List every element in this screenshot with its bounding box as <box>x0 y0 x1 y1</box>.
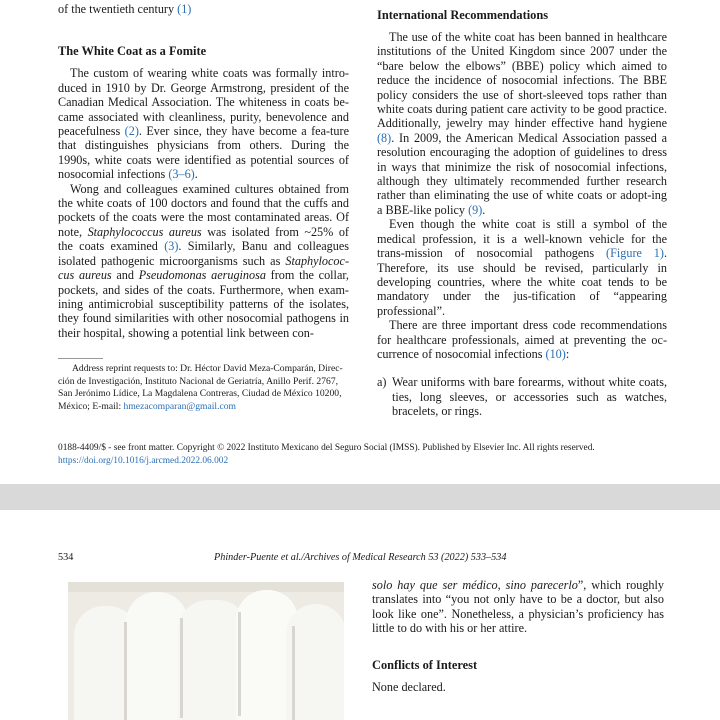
paragraph-1: The custom of wearing white coats was formally intro-duced in 1910 by Dr. George Armstrong, president of the Canadian Medical Association. The whiteness in coats be-came associated with cleanliness, purity, benevolence and peacefulness (2). Ever since, they have become a fea-ture that distinguishes physicians from others. During the 1990s, white coats were identified as potential sources of nosocomial infections (3–6). <box>58 66 349 182</box>
paragraph-4: Even though the white coat is still a symbol of the medical profession, it is a well-known vehicle for the trans-mission of nosocomial pathogens (Figure 1). Therefore, its use should be revised, particularly in developing countries, where the white coat tends to be mandatory under the jus-tification of “appearing professional”. <box>377 217 668 318</box>
ref-link[interactable]: (3–6) <box>168 167 195 182</box>
section-title-conflicts: Conflicts of Interest <box>372 657 478 672</box>
doi-link[interactable]: https://doi.org/10.1016/j.arcmed.2022.06.002 <box>58 455 229 466</box>
paragraph-3: The use of the white coat has been banned in healthcare institutions of the United Kingdom since 2007 under the “bare below the elbows” (BBE) policy which aimed to reduce the incidence of nosocomial infections. The BBE policy considers the use of short-sleeved tops rather than white coats during patient care activity to be good practice. Additionally, jewelry may hinder effective hand hygiene (8). In 2009, the American Medical Association passed a resolution encouraging the adoption of guidelines to dress in ways that minimize the risk of nosocomial infections, although they ultimately recommended further research rather than eliminating the use of white coats or adopt-ing a BBE-like policy (9). <box>377 30 667 217</box>
paragraph-2: Wong and colleagues examined cultures obtained from the white coats of 100 doctors and found that the cuffs and pockets of the coats were the most contaminated areas. Of note, Staphylococcus aureus was isolated from ~25% of the coats examined (3). Similarly, Banu and colleagues isolated pathogenic microorganisms such as Staphylococ-cus aureus and Pseudomonas aeruginosa from the collar, pockets, and sides of the coats. Furthermore, when exam-ining antimicrobial susceptibility patterns of the isolates, they found similarities with other nosocomial pathogens in their hospital, showing a potential link between con- <box>58 181 349 340</box>
right-column <box>377 8 667 419</box>
email-link[interactable]: hmezacomparan@gmail.com <box>123 400 237 412</box>
ref-link[interactable]: (8) <box>377 130 392 145</box>
paragraph-5: There are three important dress code recommendations for healthcare professionals, aimed at preventing the oc-currence of nosocomial infections (10): <box>377 318 667 361</box>
quote-paragraph: solo hay que ser médico, sino parecerlo”, which roughly translates into “you not only have to be a doctor, but also look like one”. Nonetheless, a physician’s proficiency has little to do with his or her attire. <box>372 578 664 636</box>
page-number: 534 <box>58 552 74 563</box>
ref-link[interactable]: (1) <box>177 2 192 16</box>
page2-right-column <box>372 578 664 694</box>
figure-link[interactable]: (Figure 1) <box>606 246 664 261</box>
ref-link[interactable]: (3) <box>164 239 179 254</box>
running-title: Phinder-Puente et al./Archives of Medical Research 53 (2022) 533–534 <box>214 552 507 563</box>
section-title-fomite: The White Coat as a Fomite <box>58 44 207 59</box>
correspondence-footnote: Address reprint requests to: Dr. Héctor David Meza-Comparán, Direc-ción de Investigación, Instituto Nacional de Geriatría, Anillo Perif. 2767, San Jerónimo Lídice, La Magdalena Contreras, Ciudad de México 10200, México; E-mail: hmezacomparan@gmail.com <box>58 358 349 413</box>
ref-link[interactable]: (10) <box>545 346 566 361</box>
conflicts-text: None declared. <box>372 679 446 694</box>
left-top-line: of the twentieth century (1) <box>58 2 192 16</box>
left-column <box>58 0 349 340</box>
ref-link[interactable]: (2) <box>124 124 139 139</box>
list-item-a: a) Wear uniforms with bare forearms, without white coats, ties, long sleeves, or accessories such as watches, bracelets, or rings. <box>377 375 667 419</box>
footnote-rule <box>58 358 103 359</box>
page-separator <box>0 484 720 510</box>
copyright-line: 0188-4409/$ - see front matter. Copyright © 2022 Instituto Mexicano del Seguro Social (IMSS). Published by Elsevier Inc. All rights reserved. <box>58 443 595 453</box>
figure-1-photo-white-coats <box>68 582 344 720</box>
copyright-block <box>58 442 698 467</box>
ref-link[interactable]: (9) <box>468 202 483 217</box>
section-title-recommendations: International Recommendations <box>377 8 549 22</box>
